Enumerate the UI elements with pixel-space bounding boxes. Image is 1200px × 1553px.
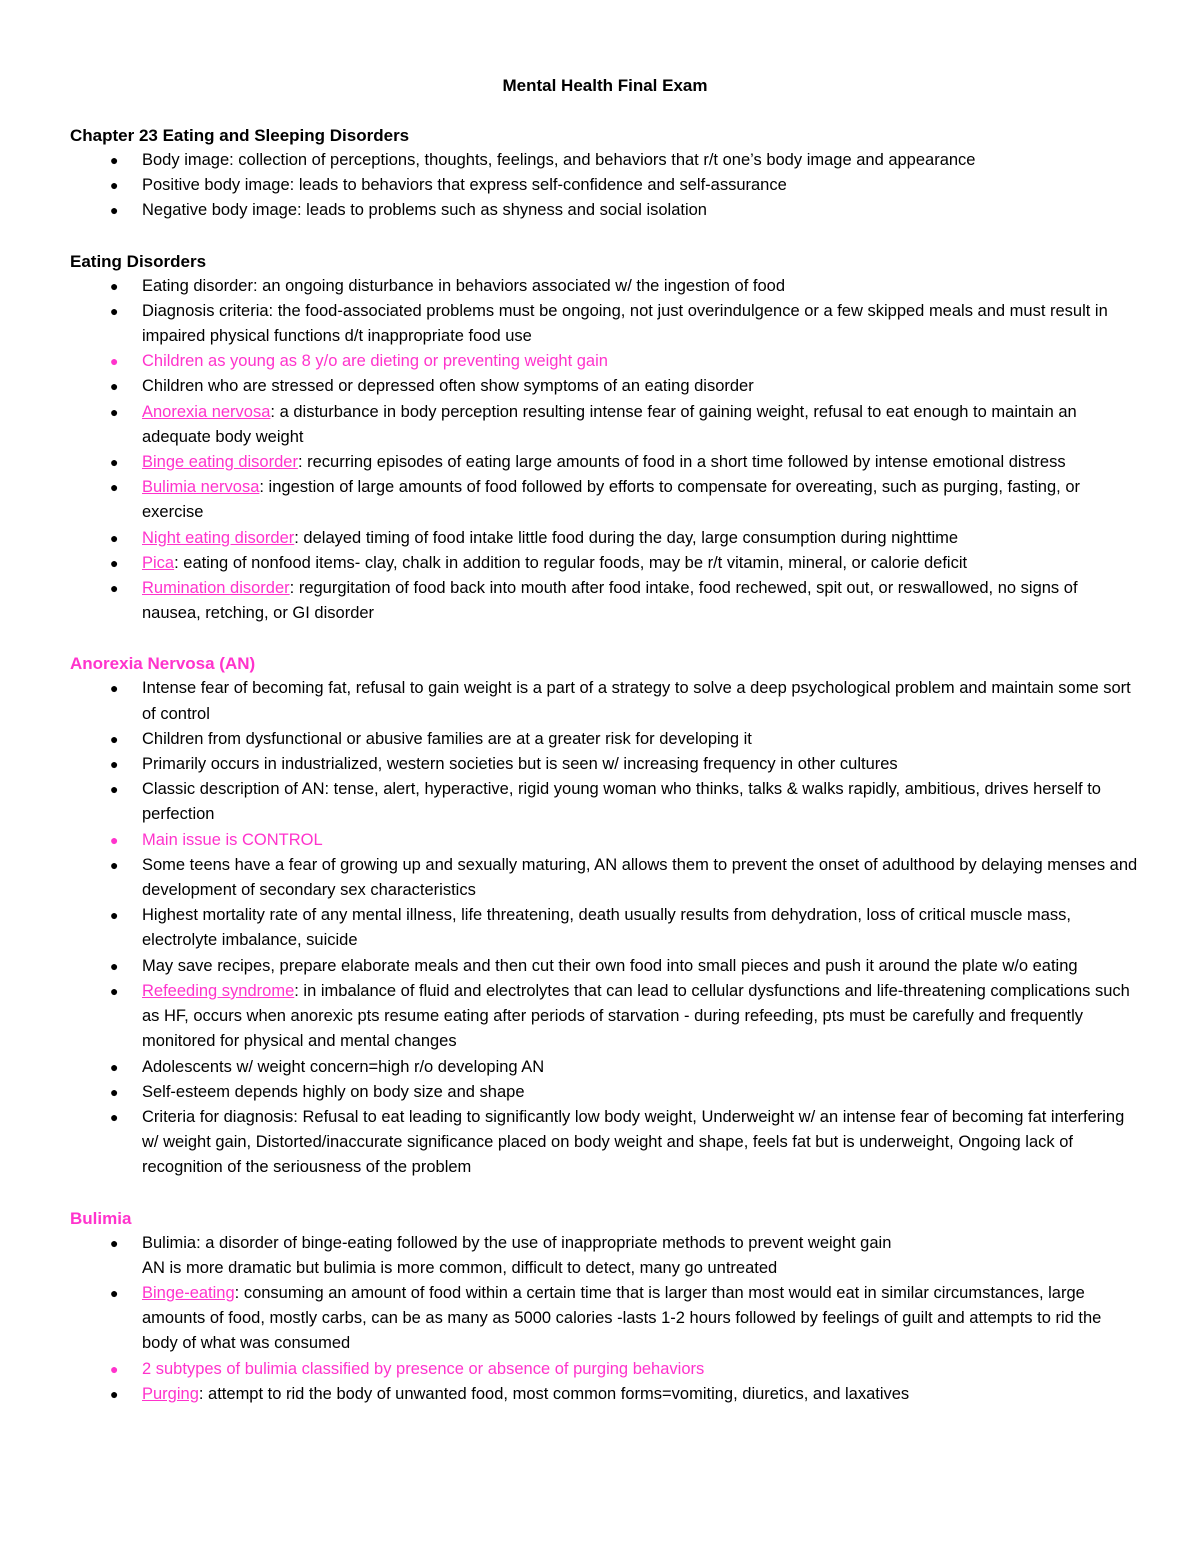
list-item: ● Classic description of AN: tense, alert, hyperactive, rigid young woman who thinks, talks & walks rapidly, ambitious, drives herself to perfection <box>70 777 1140 827</box>
bullet-list <box>70 148 1140 224</box>
list-item-continuation: AN is more dramatic but bulimia is more common, difficult to detect, many go untreated <box>142 1258 778 1277</box>
document-title: Mental Health Final Exam <box>502 76 708 95</box>
list-item: ● Rumination disorder: regurgitation of food back into mouth after food intake, food rechewed, spit out, or reswallowed, no signs of nausea, retching, or GI disorder <box>70 576 1140 626</box>
bullet-icon: ● <box>110 856 119 873</box>
bullet-icon: ● <box>110 302 119 319</box>
bullet-icon: ● <box>110 1360 119 1377</box>
term-refeeding-syndrome: Refeeding syndrome <box>142 981 295 1000</box>
list-item: ● Night eating disorder: delayed timing of food intake little food during the day, large consumption during nighttime <box>70 526 1140 551</box>
list-item: ● Pica: eating of nonfood items- clay, chalk in addition to regular foods, may be r/t vitamin, mineral, or calorie deficit <box>70 551 1140 576</box>
list-item-highlighted: ● 2 subtypes of bulimia classified by presence or absence of purging behaviors <box>70 1357 1140 1382</box>
bullet-icon: ● <box>110 1058 119 1075</box>
list-item: ● Some teens have a fear of growing up and sexually maturing, AN allows them to prevent the onset of adulthood by delaying menses and development of secondary sex characteristics <box>70 853 1140 903</box>
section-heading: Eating Disorders <box>70 251 207 271</box>
list-item: ● May save recipes, prepare elaborate meals and then cut their own food into small pieces and push it around the plate w/o eating <box>70 954 1140 979</box>
list-item: ● Binge eating disorder: recurring episodes of eating large amounts of food in a short time followed by intense emotional distress <box>70 450 1140 475</box>
list-item: ● Binge-eating: consuming an amount of food within a certain time that is larger than most would eat in similar circumstances, large amounts of food, mostly carbs, can be as many as 5000 calories -lasts 1-2 hours followed by feelings of guilt and attempts to rid the body of what was consumed <box>70 1281 1140 1357</box>
list-item: ● Children from dysfunctional or abusive families are at a greater risk for developing it <box>70 727 1140 752</box>
bullet-list <box>70 676 1140 1180</box>
bullet-icon: ● <box>110 1284 119 1301</box>
bullet-icon: ● <box>110 781 119 798</box>
bullet-icon: ● <box>110 831 119 848</box>
bullet-icon: ● <box>110 202 119 219</box>
bullet-icon: ● <box>110 152 119 168</box>
bullet-icon: ● <box>110 1108 119 1125</box>
list-item: ● Intense fear of becoming fat, refusal to gain weight is a part of a strategy to solve a deep psychological problem and maintain some sort of control <box>70 676 1140 726</box>
list-item: ● Primarily occurs in industrialized, western societies but is seen w/ increasing frequency in other cultures <box>70 752 1140 777</box>
term-night-eating-disorder: Night eating disorder <box>142 528 295 547</box>
list-item: ● Bulimia: a disorder of binge-eating followed by the use of inappropriate methods to prevent weight gain AN is more dramatic but bulimia is more common, difficult to detect, many go untreated <box>70 1231 1140 1281</box>
section-heading: Chapter 23 Eating and Sleeping Disorders <box>70 126 410 145</box>
term-rumination-disorder: Rumination disorder <box>142 579 290 598</box>
bullet-icon: ● <box>110 730 119 747</box>
term-purging: Purging <box>142 1384 199 1403</box>
bullet-icon: ● <box>110 529 119 546</box>
list-item: ● Bulimia nervosa: ingestion of large amounts of food followed by efforts to compensate for overeating, such as purging, fasting, or exercise <box>70 475 1140 525</box>
list-item: ● Self-esteem depends highly on body size and shape <box>70 1080 1140 1105</box>
bullet-icon: ● <box>110 554 119 571</box>
list-item: ● Criteria for diagnosis: Refusal to eat leading to significantly low body weight, Underweight w/ an intense fear of becoming fat interfering w/ weight gain, Distorted/inaccurate significance placed on body weight and shape, feels fat but is underweight, Ongoing lack of recognition of the seriousness of the problem <box>70 1105 1140 1181</box>
list-item: ● Purging: attempt to rid the body of unwanted food, most common forms=vomiting, diuretics, and laxatives <box>70 1382 1140 1407</box>
bullet-icon: ● <box>110 580 119 597</box>
section-bulimia <box>70 1206 1140 1407</box>
list-item-highlighted: ● Children as young as 8 y/o are dieting or preventing weight gain <box>70 349 1140 374</box>
list-item: ● Children who are stressed or depressed often show symptoms of an eating disorder <box>70 374 1140 399</box>
section-anorexia-nervosa <box>70 651 1140 1180</box>
bullet-icon: ● <box>110 907 119 924</box>
section-heading: Bulimia <box>70 1208 132 1228</box>
list-item: ● Body image: collection of perceptions, thoughts, feelings, and behaviors that r/t one’s body image and appearance <box>70 148 1140 173</box>
bullet-icon: ● <box>110 1385 119 1402</box>
list-item: ● Adolescents w/ weight concern=high r/o developing AN <box>70 1055 1140 1080</box>
list-item-highlighted: ● Main issue is CONTROL <box>70 828 1140 853</box>
bullet-icon: ● <box>110 957 119 974</box>
bullet-icon: ● <box>110 756 119 773</box>
section-eating-disorders <box>70 249 1140 627</box>
section-body-image <box>70 123 1140 224</box>
list-item: ● Positive body image: leads to behaviors that express self-confidence and self-assurance <box>70 173 1140 198</box>
bullet-icon: ● <box>110 277 119 294</box>
bullet-list <box>70 1231 1140 1407</box>
term-pica: Pica <box>142 553 175 572</box>
list-item: ● Anorexia nervosa: a disturbance in body perception resulting intense fear of gaining weight, refusal to eat enough to maintain an adequate body weight <box>70 400 1140 450</box>
bullet-icon: ● <box>110 403 119 420</box>
list-item: ● Eating disorder: an ongoing disturbance in behaviors associated w/ the ingestion of food <box>70 274 1140 299</box>
term-binge-eating: Binge-eating <box>142 1283 235 1302</box>
bullet-icon: ● <box>110 680 119 697</box>
bullet-icon: ● <box>110 479 119 496</box>
bullet-icon: ● <box>110 1234 119 1251</box>
section-heading: Anorexia Nervosa (AN) <box>70 654 256 674</box>
bullet-icon: ● <box>110 378 119 395</box>
bullet-icon: ● <box>110 982 119 999</box>
list-item: ● Highest mortality rate of any mental illness, life threatening, death usually results from dehydration, loss of critical muscle mass, electrolyte imbalance, suicide <box>70 903 1140 953</box>
bullet-list <box>70 274 1140 627</box>
term-binge-eating-disorder: Binge eating disorder <box>142 453 298 472</box>
list-item: ● Refeeding syndrome: in imbalance of fluid and electrolytes that can lead to cellular dysfunctions and life-threatening complications such as HF, occurs when anorexic pts resume eating after periods of starvation - during refeeding, pts must be carefully and frequently monitored for physical and mental changes <box>70 979 1140 1055</box>
bullet-icon: ● <box>110 353 119 370</box>
list-item: ● Negative body image: leads to problems such as shyness and social isolation <box>70 198 1140 223</box>
bullet-icon: ● <box>110 177 119 194</box>
term-bulimia-nervosa: Bulimia nervosa <box>142 478 260 497</box>
bullet-icon: ● <box>110 1083 119 1100</box>
bullet-icon: ● <box>110 454 119 471</box>
term-anorexia-nervosa: Anorexia nervosa <box>142 402 271 421</box>
list-item: ● Diagnosis criteria: the food-associated problems must be ongoing, not just overindulgence or a few skipped meals and must result in impaired physical functions d/t inappropriate food use <box>70 299 1140 349</box>
